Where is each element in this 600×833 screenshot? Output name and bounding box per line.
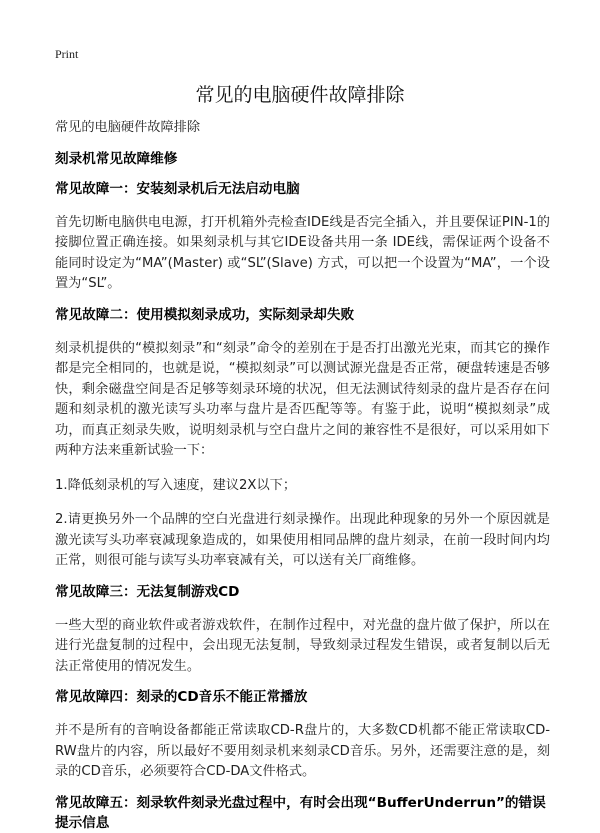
- section-heading: 刻录机常见故障维修: [55, 150, 178, 167]
- document-title: 常见的电脑硬件故障排除: [195, 84, 405, 106]
- document-body: [55, 118, 550, 833]
- fault-4-paragraph: 并不是所有的音响设备都能正常读取CD-R盘片的，大多数CD机都不能正常读取CD-RW盘片的内容，所以最好不要用刻录机来刻录CD音乐。另外，还需要注意的是，刻录的CD音乐，必须要符合CD-DA文件格式。: [55, 723, 550, 779]
- fault-4-heading: 常见故障四：刻录的CD音乐不能正常播放: [55, 689, 308, 705]
- fault-2-heading: 常见故障二：使用模拟刻录成功，实际刻录却失败: [55, 306, 355, 323]
- print-label: Print: [55, 47, 79, 61]
- document-subtitle: 常见的电脑硬件故障排除: [55, 120, 201, 135]
- fault-1-paragraph: 首先切断电脑供电电源，打开机箱外壳检查IDE线是否完全插入，并且要保证PIN-1的接脚位置正确连接。如果刻录机与其它IDE设备共用一条 IDE线，需保证两个设备不能同时设定为“MA”(Master) 或“SL”(Slave) 方式，可以把一个设置为“MA”，一个设置为“SL”。: [55, 214, 550, 291]
- fault-3-heading: 常见故障三：无法复制游戏CD: [55, 583, 240, 600]
- fault-2-paragraph: 刻录机提供的“模拟刻录”和“刻录”命令的差别在于是否打出激光光束，而其它的操作都是完全相同的，也就是说，“模拟刻录”可以测试源光盘是否正常，硬盘转速是否够快，剩余磁盘空间是否足够等刻录环境的状况，但无法测试待刻录的盘片是否存在问题和刻录机的激光读写头功率与盘片是否匹配等等。有鉴于此，说明“模拟刻录”成功，而真正刻录失败，说明刻录机与空白盘片之间的兼容性不是很好，可以采用如下两种方法来重新试验一下：: [55, 340, 550, 458]
- fault-1-heading: 常见故障一：安装刻录机后无法启动电脑: [55, 180, 300, 197]
- fault-3-paragraph: 一些大型的商业软件或者游戏软件，在制作过程中，对光盘的盘片做了保护，所以在进行光盘复制的过程中，会出现无法复制，导致刻录过程发生错误，或者复制以后无法正常使用的情况发生。: [55, 617, 550, 674]
- fault-2-method-2: 2.请更换另外一个品牌的空白光盘进行刻录操作。出现此种现象的另外一个原因就是激光读写头功率衰减现象造成的，如果使用相同品牌的盘片刻录，在前一段时间内均正常，则很可能与读写头功率衰减有关，可以送有关厂商维修。: [55, 512, 550, 568]
- fault-2-method-1: 1.降低刻录机的写入速度，建议2X以下；: [55, 477, 297, 493]
- fault-5-heading: 常见故障五：刻录软件刻录光盘过程中，有时会出现“BufferUnderrun”的错误提示信息: [55, 794, 546, 831]
